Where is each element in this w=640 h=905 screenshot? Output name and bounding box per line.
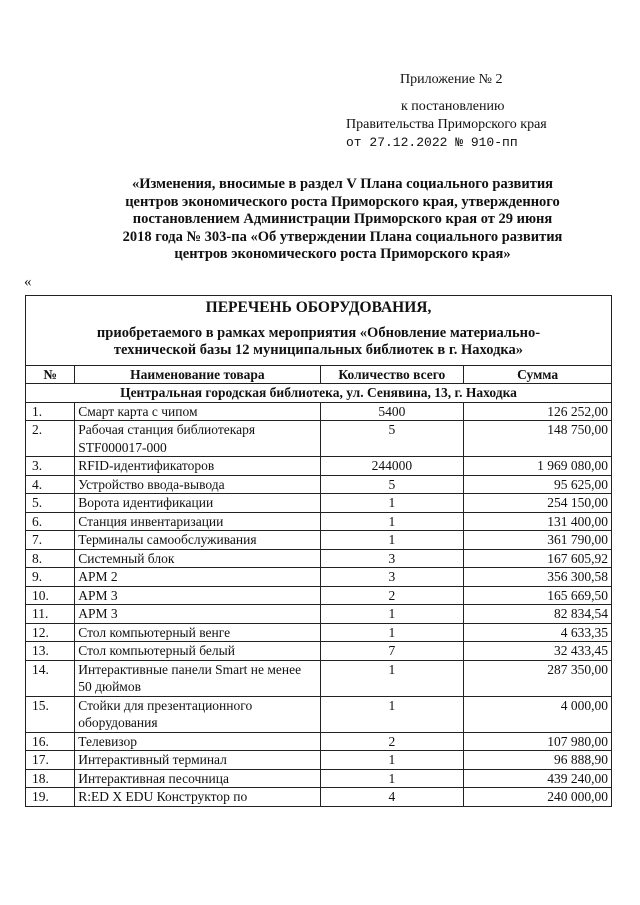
- row-number: 1.: [26, 402, 75, 421]
- row-number: 3.: [26, 457, 75, 476]
- row-quantity: 1: [320, 512, 464, 531]
- subtitle-line: приобретаемого в рамках мероприятия «Обновление материально-: [96, 324, 541, 341]
- row-quantity: 3: [320, 568, 464, 587]
- row-sum: 254 150,00: [464, 494, 612, 513]
- row-name: Смарт карта с чипом: [75, 402, 320, 421]
- row-quantity: 5: [320, 421, 464, 457]
- row-sum: 107 980,00: [464, 732, 612, 751]
- row-number: 19.: [26, 788, 75, 807]
- header-row: [26, 365, 612, 384]
- row-name: Станция инвентаризации: [75, 512, 320, 531]
- row-number: 15.: [26, 696, 75, 732]
- table-row: [26, 696, 612, 732]
- table-row: [26, 475, 612, 494]
- row-name: Телевизор: [75, 732, 320, 751]
- table-title-cell: [26, 296, 612, 366]
- row-number: 6.: [26, 512, 75, 531]
- row-number: 7.: [26, 531, 75, 550]
- table-row: [26, 605, 612, 624]
- table-row: [26, 402, 612, 421]
- table-row: [26, 732, 612, 751]
- row-quantity: 1: [320, 494, 464, 513]
- row-quantity: 1: [320, 751, 464, 770]
- section-row: Центральная городская библиотека, ул. Сенявина, 13, г. Находка: [26, 384, 612, 403]
- row-sum: 32 433,45: [464, 642, 612, 661]
- col-header-name: Наименование товара: [75, 365, 320, 384]
- subtitle-line: технической базы 12 муниципальных библиотек в г. Находка»: [113, 342, 524, 358]
- row-quantity: 2: [320, 732, 464, 751]
- row-name: Интерактивные панели Smart не менее 50 дюймов: [75, 660, 320, 696]
- heading-line: постановлением Администрации Приморского края от 29 июня: [132, 211, 553, 227]
- appendix-ref: к постановлению: [401, 99, 505, 114]
- row-sum: 148 750,00: [464, 421, 612, 457]
- table-row: [26, 494, 612, 513]
- table-row: [26, 586, 612, 605]
- row-number: 13.: [26, 642, 75, 661]
- equipment-table: [25, 295, 612, 807]
- row-sum: 165 669,50: [464, 586, 612, 605]
- table-subtitle: [30, 325, 607, 360]
- table-row: [26, 788, 612, 807]
- row-number: 8.: [26, 549, 75, 568]
- row-name: Стол компьютерный белый: [75, 642, 320, 661]
- heading-line: 2018 года № 303-па «Об утверждении Плана социального развития: [122, 228, 563, 245]
- row-sum: 287 350,00: [464, 660, 612, 696]
- heading-line: «Изменения, вносимые в раздел V Плана социального развития: [131, 176, 554, 192]
- row-quantity: 2: [320, 586, 464, 605]
- row-sum: 4 000,00: [464, 696, 612, 732]
- row-quantity: 5400: [320, 402, 464, 421]
- row-quantity: 1: [320, 623, 464, 642]
- table-row: [26, 660, 612, 696]
- row-number: 11.: [26, 605, 75, 624]
- row-name: АРМ 2: [75, 568, 320, 587]
- row-name: Интерактивный терминал: [75, 751, 320, 770]
- row-quantity: 1: [320, 531, 464, 550]
- row-number: 9.: [26, 568, 75, 587]
- table-row: [26, 549, 612, 568]
- col-header-quantity: Количество всего: [320, 365, 464, 384]
- row-name: Интерактивная песочница: [75, 769, 320, 788]
- table-row: [26, 623, 612, 642]
- row-name: Рабочая станция библиотекаря STF000017-000: [75, 421, 320, 457]
- row-quantity: 1: [320, 660, 464, 696]
- table-row: [26, 531, 612, 550]
- row-name: Терминалы самообслуживания: [75, 531, 320, 550]
- table-body: [26, 402, 612, 806]
- row-name: RFID-идентификаторов: [75, 457, 320, 476]
- row-sum: 361 790,00: [464, 531, 612, 550]
- row-name: АРМ 3: [75, 586, 320, 605]
- row-name: АРМ 3: [75, 605, 320, 624]
- row-sum: 1 969 080,00: [464, 457, 612, 476]
- row-number: 16.: [26, 732, 75, 751]
- table-row: [26, 769, 612, 788]
- table-row: [26, 421, 612, 457]
- row-sum: 95 625,00: [464, 475, 612, 494]
- row-quantity: 7: [320, 642, 464, 661]
- row-quantity: 1: [320, 605, 464, 624]
- table-row: [26, 642, 612, 661]
- appendix-number: Приложение № 2: [400, 72, 503, 87]
- row-number: 12.: [26, 623, 75, 642]
- row-quantity: 5: [320, 475, 464, 494]
- row-name: Устройство ввода-вывода: [75, 475, 320, 494]
- table-row: [26, 457, 612, 476]
- table-row: [26, 568, 612, 587]
- heading-line: центров экономического роста Приморского края, утвержденного: [125, 193, 560, 210]
- row-name: Стойки для презентационного оборудования: [75, 696, 320, 732]
- heading-line: центров экономического роста Приморского края»: [174, 246, 511, 262]
- row-sum: 126 252,00: [464, 402, 612, 421]
- appendix-authority: Правительства Приморского края: [346, 117, 547, 132]
- row-name: Стол компьютерный венге: [75, 623, 320, 642]
- row-sum: 82 834,54: [464, 605, 612, 624]
- row-number: 17.: [26, 751, 75, 770]
- appendix-date-number: от 27.12.2022 № 910-пп: [346, 135, 518, 150]
- row-quantity: 1: [320, 769, 464, 788]
- row-number: 2.: [26, 421, 75, 457]
- row-number: 14.: [26, 660, 75, 696]
- row-sum: 131 400,00: [464, 512, 612, 531]
- row-sum: 96 888,90: [464, 751, 612, 770]
- table-row: [26, 512, 612, 531]
- row-quantity: 244000: [320, 457, 464, 476]
- row-name: Ворота идентификации: [75, 494, 320, 513]
- row-sum: 439 240,00: [464, 769, 612, 788]
- row-number: 4.: [26, 475, 75, 494]
- row-quantity: 1: [320, 696, 464, 732]
- open-quote: «: [24, 274, 32, 290]
- col-header-sum: Сумма: [464, 365, 612, 384]
- document-heading: [90, 176, 595, 264]
- row-quantity: 3: [320, 549, 464, 568]
- row-quantity: 4: [320, 788, 464, 807]
- table-row: [26, 751, 612, 770]
- row-sum: 167 605,92: [464, 549, 612, 568]
- row-number: 18.: [26, 769, 75, 788]
- row-number: 10.: [26, 586, 75, 605]
- table-title: ПЕРЕЧЕНЬ ОБОРУДОВАНИЯ,: [205, 299, 432, 316]
- row-name: R:ED X EDU Конструктор по: [75, 788, 320, 807]
- row-name: Системный блок: [75, 549, 320, 568]
- col-header-number: №: [26, 365, 75, 384]
- row-number: 5.: [26, 494, 75, 513]
- row-sum: 240 000,00: [464, 788, 612, 807]
- row-sum: 4 633,35: [464, 623, 612, 642]
- row-sum: 356 300,58: [464, 568, 612, 587]
